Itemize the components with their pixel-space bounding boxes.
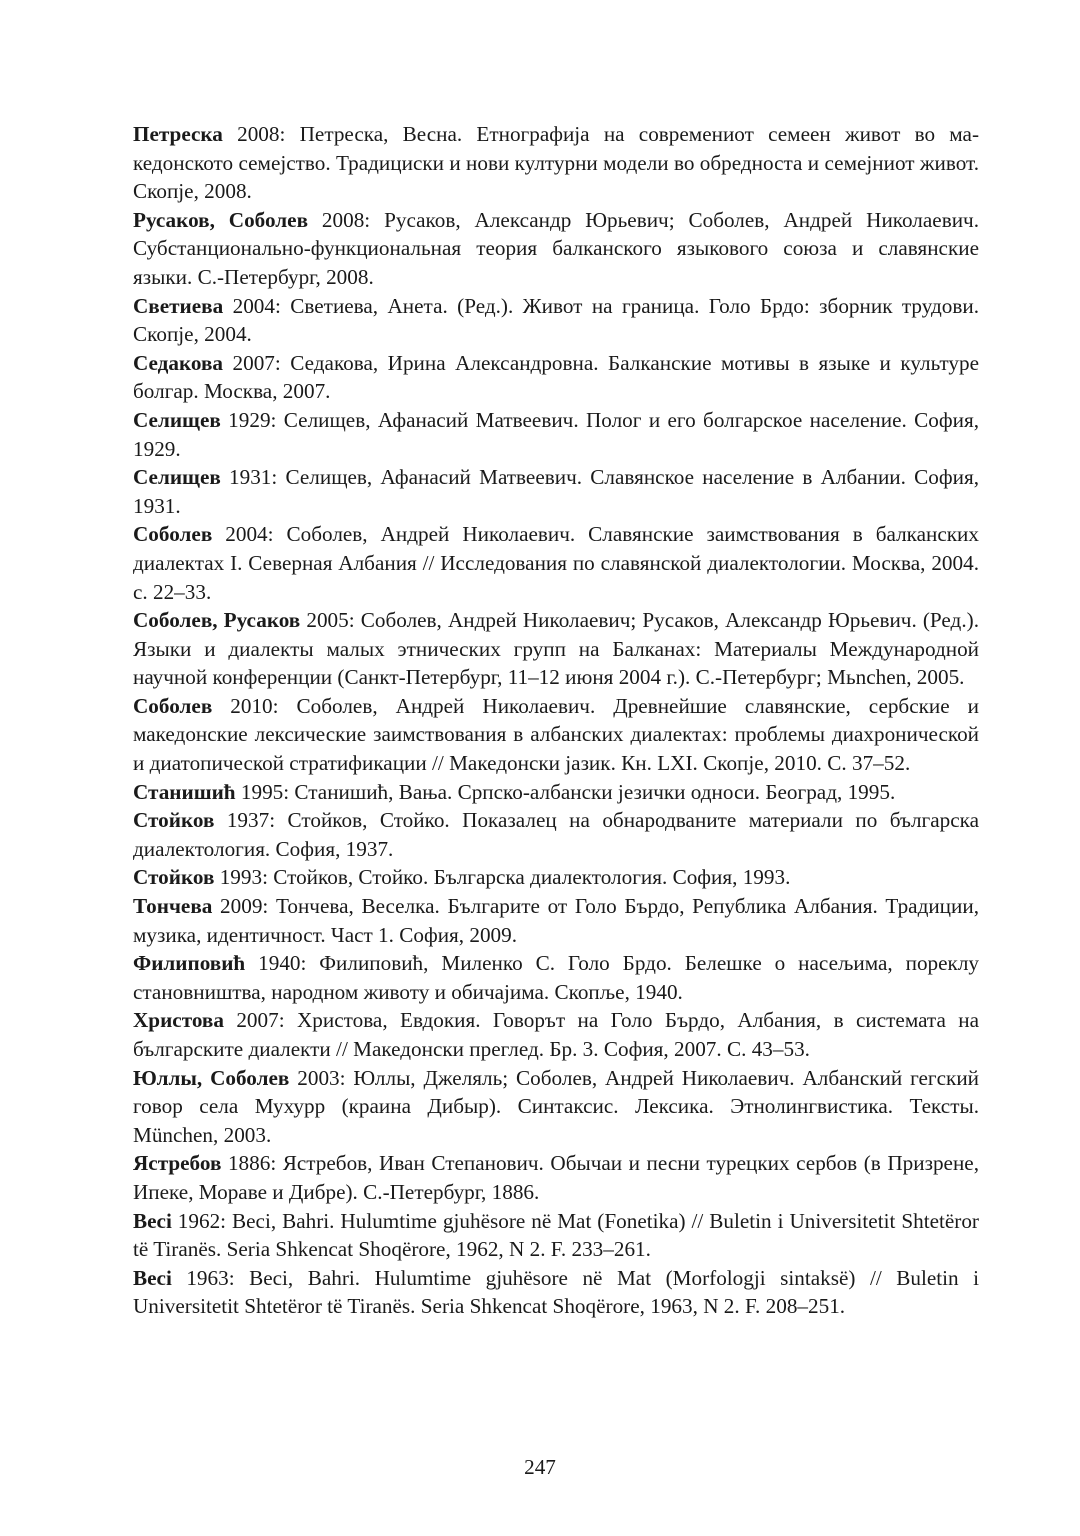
bib-entry xyxy=(133,406,979,463)
bib-author: Селищев xyxy=(133,407,221,432)
bib-author: Светиева xyxy=(133,293,224,318)
bib-entry xyxy=(133,1006,979,1063)
bib-entry xyxy=(133,120,979,206)
bib-author: Ястребов xyxy=(133,1151,222,1176)
bib-details: 2008: Русаков, Александр Юрьевич; Соболев, Андрей Николаевич. Субстанционально-функциональная теория балканского языкового союза и славянские языки. С.-Петербург, 2008. xyxy=(133,207,979,289)
bib-details: 2009: Тончева, Веселка. Българите от Голо Бърдо, Република Албания. Традиции, музика, идентичност. Част 1. София, 2009. xyxy=(133,894,979,947)
page-number: 247 xyxy=(524,1455,556,1479)
bib-author: Beci xyxy=(133,1208,172,1233)
bib-author: Соболев, Русаков xyxy=(133,608,301,633)
bib-details: 1963: Beci, Bahri. Hulumtime gjuhësore në Mat (Morfologji sintaksë) // Buletin i Universitetit Shtetëror të Tiranës. Seria Shkencat Shoqërore, 1963, N 2. F. 208–251. xyxy=(133,1265,979,1319)
bib-details: 2004: Соболев, Андрей Николаевич. Славянские заимствования в балканских диалектах I. Северная Албания // Исследования по славянской диалектологии. Москва, 2004. с. 22–33. xyxy=(133,522,979,604)
bib-entry xyxy=(133,692,979,778)
bib-author: Соболев xyxy=(133,693,213,718)
bib-entry xyxy=(133,1064,979,1150)
bib-entry xyxy=(133,520,979,606)
bib-author: Христова xyxy=(133,1008,224,1033)
bib-details: 1995: Станишић, Вања. Српско-албански језички односи. Београд, 1995. xyxy=(235,779,896,804)
bib-author: Филиповић xyxy=(133,951,246,976)
bib-entry xyxy=(133,349,979,406)
bib-author: Тончева xyxy=(133,894,213,919)
bib-details: 1937: Стойков, Стойко. Показалец на обнародваните материали по българска диалектология. София, 1937. xyxy=(133,808,979,861)
bib-entry xyxy=(133,778,979,807)
bib-author: Станишић xyxy=(133,779,236,804)
bib-entry xyxy=(133,863,979,892)
bib-details: 2005: Соболев, Андрей Николаевич; Русаков, Александр Юрьевич. (Ред.). Языки и диалекты малых этнических групп на Балканах: Материалы Международной научной конференции (Санкт-Петербург, 11–12 июня 2004 г.). С.-Петербург; Mьnchen, 2005. xyxy=(133,608,979,690)
bib-author: Стойков xyxy=(133,808,215,833)
bib-details: 2007: Седакова, Ирина Александровна. Балканские мотивы в языке и культуре болгар. Москва, 2007. xyxy=(133,350,979,404)
bib-details: 2004: Светиева, Анета. (Ред.). Живот на граница. Голо Брдо: зборник трудови. Скопје, 2004. xyxy=(133,293,979,347)
bib-author: Beci xyxy=(133,1265,172,1290)
bib-entry xyxy=(133,949,979,1006)
bib-entry xyxy=(133,606,979,692)
bib-entry xyxy=(133,463,979,520)
bib-details: 2003: Юллы, Джеляль; Соболев, Андрей Николаевич. Албанский гегский говор села Мухурр (краина Дибыр). Синтаксис. Лексика. Этнолингвистика. Тексты. München, 2003. xyxy=(133,1065,980,1147)
bib-entry xyxy=(133,1149,979,1206)
bib-details: 2008: Петреска, Весна. Етнографија на современиот семеен живот во македонското семејство. Традициски и нови културни модели во обредноста и семејниот живот. Скопје, 2008. xyxy=(133,122,979,204)
bib-details: 1962: Beci, Bahri. Hulumtime gjuhësore në Mat (Fonetika) // Buletin i Universitetit Shtetëror të Tiranës. Seria Shkencat Shoqërore, 1962, N 2. F. 233–261. xyxy=(133,1208,979,1262)
bib-author: Селищев xyxy=(133,465,221,490)
bib-entry xyxy=(133,1264,979,1321)
bib-entry xyxy=(133,292,979,349)
bibliography-list xyxy=(133,120,979,1321)
bib-entry xyxy=(133,206,979,292)
bib-entry xyxy=(133,892,979,949)
bib-author: Юллы, Соболев xyxy=(133,1065,290,1090)
bib-details: 1886: Ястребов, Иван Степанович. Обычаи и песни турецких сербов (в Призрене, Ипеке, Мораве и Дибре). С.-Петербург, 1886. xyxy=(133,1151,979,1204)
bib-author: Стойков xyxy=(133,865,215,890)
bib-details: 1993: Стойков, Стойко. Българска диалектология. София, 1993. xyxy=(214,865,791,890)
bib-entry xyxy=(133,806,979,863)
bib-details: 1931: Селищев, Афанасий Матвеевич. Славянское население в Албании. София, 1931. xyxy=(133,465,979,518)
bib-author: Русаков, Соболев xyxy=(133,207,309,232)
bib-details: 2010: Соболев, Андрей Николаевич. Древнейшие славянские, сербские и македонские лексические заимствования в албанских диалектах: проблемы диахронической и диатопической стратификации // Македонски јазик. Кн. LXI. Скопје, 2010. С. 37–52. xyxy=(133,693,979,776)
bib-author: Соболев xyxy=(133,522,213,547)
bib-entry xyxy=(133,1207,979,1264)
bib-details: 1929: Селищев, Афанасий Матвеевич. Полог и его болгарское население. София, 1929. xyxy=(133,407,979,461)
bib-author: Седакова xyxy=(133,350,224,375)
bib-details: 2007: Христова, Евдокия. Говорът на Голо Бърдо, Албания, в системата на българските диалекти // Македонски преглед. Бр. 3. София, 2007. С. 43–53. xyxy=(133,1008,979,1061)
bib-author: Петреска xyxy=(133,122,223,146)
bib-details: 1940: Филиповић, Миленко С. Голо Брдо. Белешке о насељима, пореклу становништва, народном животу и обичајима. Скопље, 1940. xyxy=(133,951,979,1004)
